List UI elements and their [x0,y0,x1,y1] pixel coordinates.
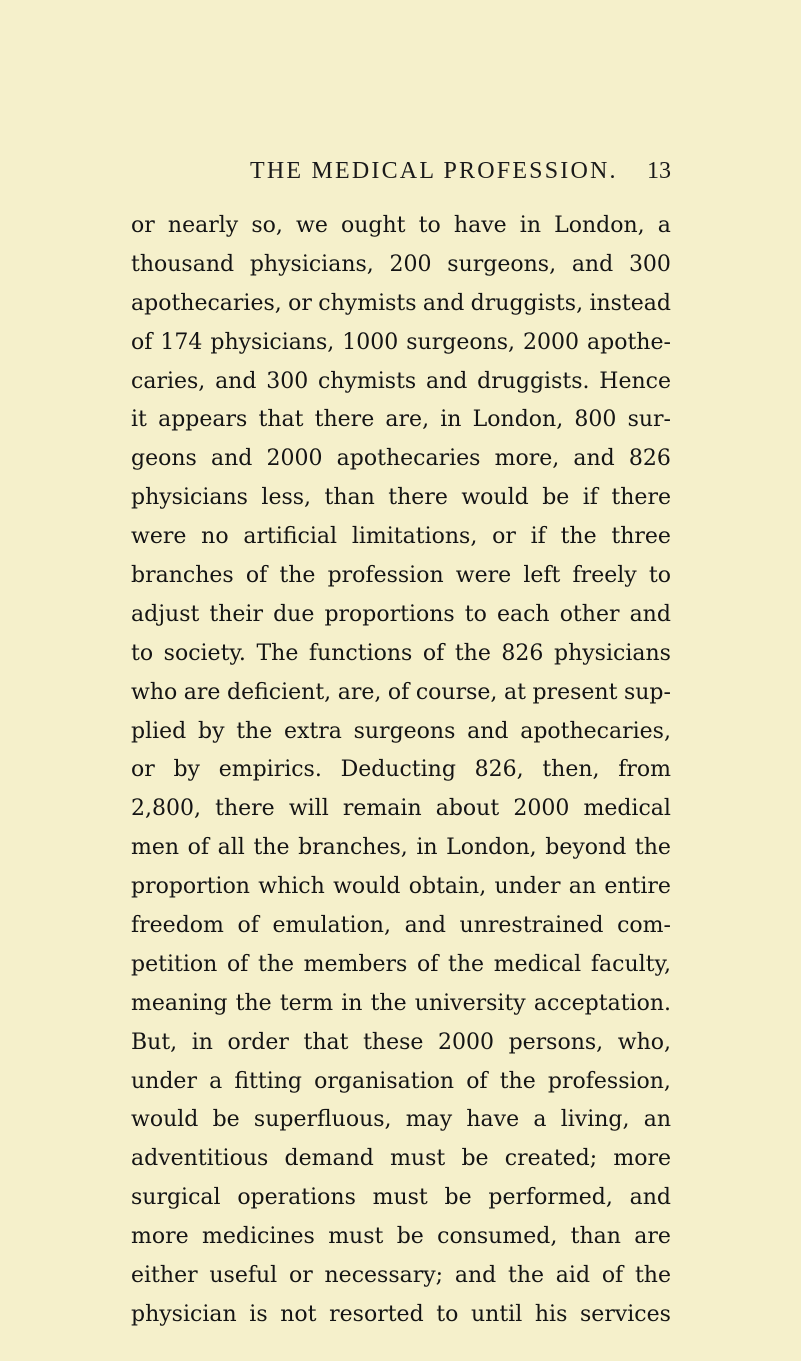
text-line [131,713,671,752]
text-line [131,1179,671,1218]
word: ought [341,213,406,238]
text-line [131,596,671,635]
word: and [467,718,509,744]
word: other [559,601,620,627]
word: entire [604,874,671,900]
word: and [573,446,615,472]
word: be [212,1107,240,1133]
text-line [131,635,671,674]
word: of [237,913,259,939]
word: beyond [545,835,627,861]
word: the [634,1263,671,1289]
running-head [131,158,671,194]
word: medical [583,796,671,822]
text-line [131,790,671,829]
word: empirics. [218,757,322,783]
word: The [256,640,299,666]
word: meaning [131,990,228,1016]
word: caries, [131,368,206,394]
word: must [390,1146,446,1172]
word: to [131,640,154,666]
word: of [387,679,410,705]
word: unrestrained [459,913,604,939]
word: operations [237,1185,356,1211]
page-number: 13 [647,158,671,184]
word: druggists. [477,368,590,394]
word: the [499,1068,536,1094]
word: are, [385,407,430,433]
word: is [249,1301,268,1327]
word: these [363,1029,424,1055]
word: demand [284,1146,374,1172]
word: 2000 [513,796,570,822]
word: physician [131,1301,237,1327]
word: about [435,796,500,822]
word: London, [472,407,564,433]
word: order [227,1029,289,1055]
word: who [131,679,178,705]
word: under [131,1068,197,1094]
word: acceptation. [533,990,671,1016]
word: if [582,485,598,511]
word: no [201,524,229,550]
word: and [425,368,468,394]
word: of [187,835,210,861]
word: left [523,563,561,589]
word: it [131,407,147,433]
word: persons, [508,1029,604,1055]
word: nearly [167,213,239,238]
text-line [131,1140,671,1179]
word: freedom [131,913,224,939]
word: physicians [131,485,248,511]
text-line [131,674,671,713]
word: created; [504,1146,598,1172]
word: extra [283,718,342,744]
word: London, [554,213,645,238]
word: 826, [474,757,524,783]
word: in [341,990,363,1016]
word: 826 [501,640,544,666]
text-line [131,868,671,907]
word: deficient, [227,679,332,705]
word: plied [131,718,187,744]
word: a [657,213,671,238]
word: due [273,601,315,627]
word: or [131,757,155,783]
word: the [253,835,290,861]
word: 2,800, [131,796,201,822]
word: in [416,835,438,861]
word: by [173,757,200,783]
word: resorted [329,1301,424,1327]
word: 2000 [266,446,323,472]
word: performed, [488,1185,613,1211]
word: petition [131,951,218,977]
word: adventitious [131,1146,269,1172]
word: sup- [623,679,671,705]
word: are [183,679,221,705]
word: surgeons, [406,329,516,355]
text-line [131,285,671,324]
word: remain [342,796,422,822]
word: in [191,1029,213,1055]
word: freely [572,563,637,589]
word: physicians [553,640,671,666]
word: physicians, [249,251,374,277]
word: chymists [317,368,417,394]
word: medicines [202,1224,315,1250]
word: course, [415,679,498,705]
word: and [404,913,446,939]
word: 2000 [523,329,580,355]
word: must [328,1224,384,1250]
word: than [324,485,375,511]
word: than [570,1224,621,1250]
word: of [466,1068,488,1094]
text-line [131,985,671,1024]
word: will [288,796,329,822]
word: the [370,990,407,1016]
text-line [131,324,671,363]
word: functions [308,640,413,666]
word: chymists [318,290,417,316]
word: sur- [627,407,671,433]
word: that [303,1029,349,1055]
word: to [648,563,671,589]
word: geons [131,446,197,472]
word: 300 [266,368,309,394]
word: the [634,835,671,861]
word: must [372,1185,428,1211]
word: have [466,1107,520,1133]
word: if [530,524,546,550]
word: adjust [131,601,200,627]
word: more [131,1224,189,1250]
word: of [601,1263,624,1289]
text-line [131,363,671,402]
text-line [131,1101,671,1140]
word: aid [555,1263,591,1289]
text-line [131,1257,671,1296]
word: be [396,1224,424,1250]
word: university [414,990,526,1016]
word: be [542,485,570,511]
word: physicians, [210,329,335,355]
text-line [131,1063,671,1102]
word: useful [209,1263,278,1289]
word: not [280,1301,317,1327]
word: the [235,990,272,1016]
running-title: THE MEDICAL PROFESSION. [250,158,618,184]
word: are, [337,679,382,705]
text-line [131,829,671,868]
word: 826 [628,446,671,472]
word: London, [446,835,537,861]
word: apothecaries, [131,290,282,316]
word: society. [163,640,246,666]
word: and [571,251,614,277]
word: and [629,1185,671,1211]
word: superfluous, [253,1107,392,1133]
word: consumed, [437,1224,558,1250]
body-text [131,207,671,1335]
word: or [131,213,155,238]
word: druggists, [470,290,584,316]
word: thousand [131,251,235,277]
word: medical [493,951,582,977]
word: 200 [389,251,432,277]
word: from [618,757,671,783]
word: to [418,213,441,238]
word: until [471,1301,523,1327]
word: appears [158,407,248,433]
word: the [236,718,273,744]
word: there [215,796,275,822]
word: and [210,446,253,472]
word: have [453,213,507,238]
word: com- [617,913,671,939]
word: would [333,874,401,900]
word: a [209,1068,223,1094]
word: the [508,1263,545,1289]
word: each [496,601,550,627]
word: be [461,1146,489,1172]
word: to [464,601,487,627]
word: to [436,1301,459,1327]
word: Deducting [340,757,456,783]
word: less, [261,485,312,511]
word: the [448,951,485,977]
word: of [226,951,249,977]
word: there [314,407,375,433]
text-line [131,557,671,596]
text-line [131,207,671,246]
word: artificial [243,524,338,550]
word: in [440,407,462,433]
word: were [455,563,512,589]
word: of [422,640,445,666]
word: emulation, [272,913,391,939]
word: proportion [131,874,250,900]
word: were [131,524,187,550]
word: apothe- [587,329,671,355]
word: or [288,1263,313,1289]
text-line [131,1024,671,1063]
word: his [534,1301,568,1327]
word: living, [560,1107,630,1133]
word: and [454,1263,497,1289]
word: 300 [628,251,671,277]
word: either [131,1263,198,1289]
word: 2000 [437,1029,494,1055]
word: an [643,1107,671,1133]
word: would [131,1107,199,1133]
word: of [245,563,268,589]
word: under [494,874,561,900]
word: or [492,524,516,550]
word: and [422,290,465,316]
word: present [532,679,618,705]
word: surgical [131,1185,221,1211]
word: at [503,679,526,705]
word: services [580,1301,671,1327]
word: fitting [234,1068,303,1094]
word: the [454,640,491,666]
word: obtain, [408,874,487,900]
word: which [258,874,325,900]
word: surgeons, [447,251,557,277]
word: faculty, [590,951,671,977]
word: and [215,368,257,394]
word: Hence [599,368,671,394]
word: three [611,524,671,550]
text-line [131,440,671,479]
word: all [217,835,245,861]
word: then, [542,757,600,783]
word: their [209,601,263,627]
word: surgeons [353,718,456,744]
word: or [288,290,312,316]
word: that [258,407,304,433]
word: are [634,1224,671,1250]
word: so, [251,213,283,238]
word: proportions [324,601,455,627]
word: who, [617,1029,671,1055]
text-line [131,1296,671,1335]
word: men [131,835,180,861]
word: profession [327,563,444,589]
word: the [279,563,316,589]
word: profession, [547,1068,671,1094]
word: of [131,329,153,355]
text-line [131,479,671,518]
word: organisation [314,1068,455,1094]
word: be [444,1185,472,1211]
word: there [388,485,448,511]
word: term [279,990,334,1016]
word: and [629,601,671,627]
text-line [131,246,671,285]
word: apothecaries, [520,718,671,744]
word: But, [131,1029,178,1055]
word: an [568,874,597,900]
word: branches [131,563,234,589]
word: would [461,485,529,511]
word: limitations, [351,524,478,550]
word: branches, [298,835,408,861]
word: the [560,524,597,550]
word: more [613,1146,671,1172]
word: members [303,951,408,977]
word: 1000 [342,329,399,355]
word: there [611,485,671,511]
text-line [131,907,671,946]
text-line [131,518,671,557]
word: 800 [574,407,617,433]
word: we [296,213,328,238]
word: in [519,213,541,238]
text-line [131,751,671,790]
text-line [131,1218,671,1257]
word: 174 [160,329,203,355]
word: necessary; [324,1263,444,1289]
word: apothecaries [336,446,481,472]
word: of [416,951,439,977]
text-line [131,946,671,985]
word: a [533,1107,547,1133]
word: may [405,1107,453,1133]
word: the [257,951,295,977]
word: instead [589,290,671,316]
text-line [131,401,671,440]
word: more, [494,446,560,472]
word: by [197,718,225,744]
